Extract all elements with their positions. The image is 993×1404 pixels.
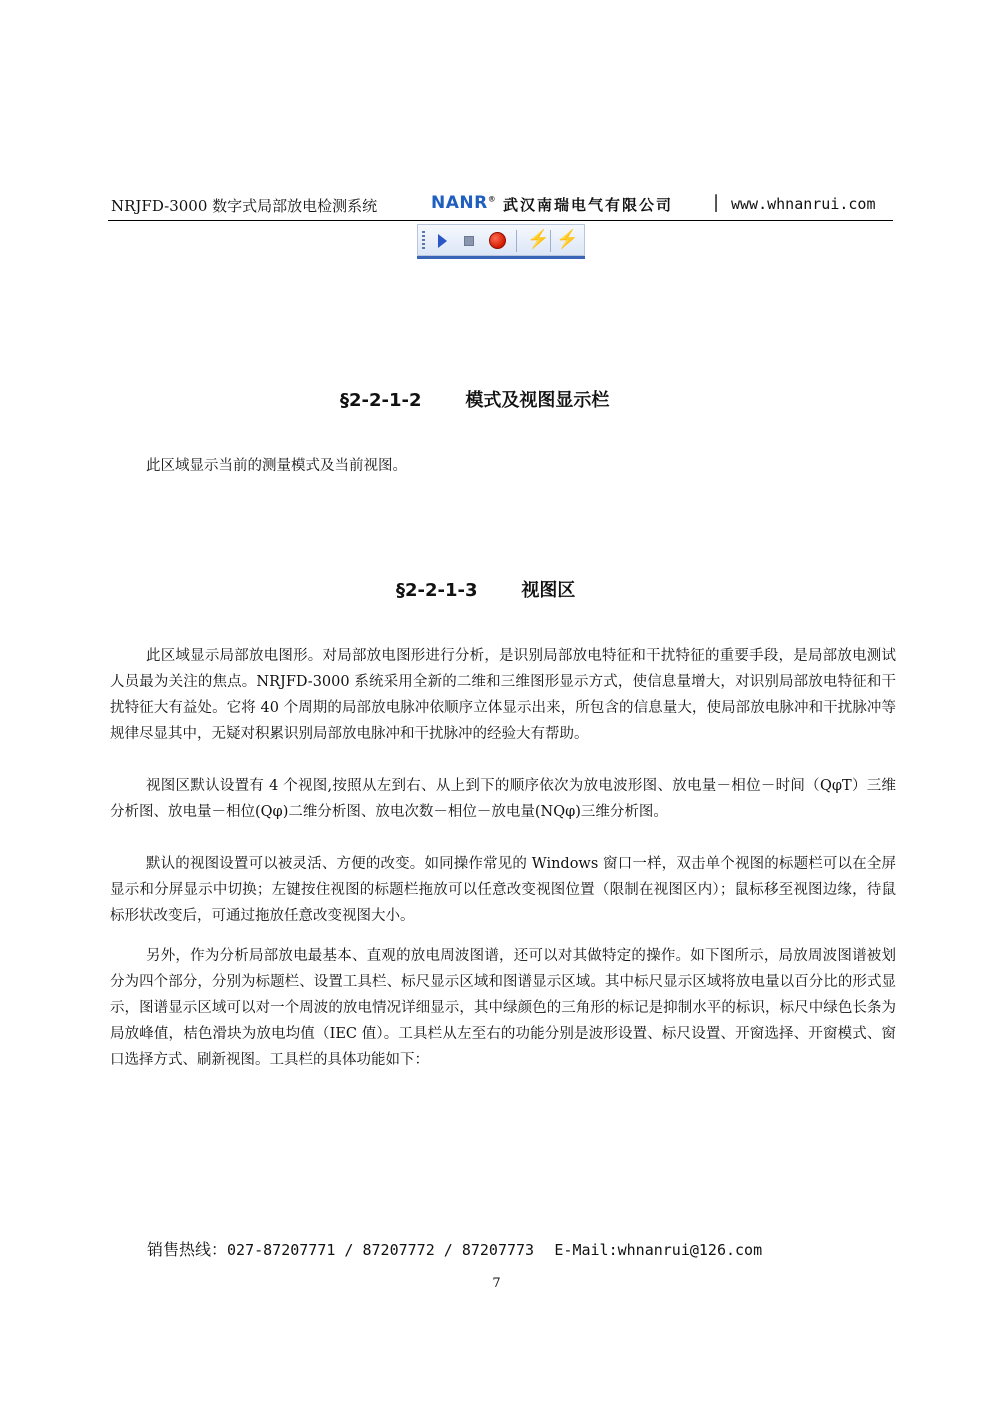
page-header <box>108 193 893 217</box>
website-link: www.whnanrui.com <box>731 195 876 213</box>
lightning-disabled-icon[interactable]: ⚡ <box>556 229 579 250</box>
paragraph: 默认的视图设置可以被灵活、方便的改变。如同操作常见的 Windows 窗口一样，双击单个视图的标题栏可以在全屏显示和分屏显示中切换；左键按住视图的标题栏拖放可以任意改变视图位置（限制在视图区内）；鼠标移至视图边缘，待鼠标形状改变后，可通过拖放任意改变视图大小。 <box>110 856 896 924</box>
acquisition-toolbar <box>417 224 585 256</box>
section-heading-mode-view-bar <box>340 386 609 412</box>
section-title: 模式及视图显示栏 <box>465 390 610 411</box>
page-footer <box>147 1237 762 1260</box>
stop-icon[interactable] <box>464 236 474 246</box>
header-separator: | <box>713 192 720 213</box>
toolbar-underline <box>417 256 585 259</box>
toolbar-divider <box>516 230 517 252</box>
registered-mark: ® <box>487 194 497 204</box>
grip-icon[interactable] <box>422 231 425 249</box>
paragraph: 此区域显示局部放电图形。对局部放电图形进行分析，是识别局部放电特征和干扰特征的重要手段，是局部放电测试人员最为关注的焦点。NRJFD-3000 系统采用全新的二维和三维图形显示方式，使信息量增大，对识别局部放电特征和干扰特征大有益处。它将 40 个周期的局部放电脉冲依顺序立体显示出来，所包含的信息量大，使局部放电脉冲和干扰脉冲等规律尽显其中，无疑对积累识别局部放电脉冲和干扰脉冲的经验大有帮助。 <box>110 648 896 742</box>
header-rule <box>108 220 893 221</box>
section-title: 视图区 <box>521 580 576 601</box>
paragraph: 此区域显示当前的测量模式及当前视图。 <box>146 458 407 474</box>
sales-phone-numbers: 027-87207771 / 87207772 / 87207773 <box>227 1241 535 1259</box>
section-number: §2-2-1-3 <box>396 580 478 601</box>
contact-email: E-Mail:whnanrui@126.com <box>554 1241 763 1259</box>
company-name: 武汉南瑞电气有限公司 <box>503 196 674 214</box>
play-icon[interactable] <box>438 234 447 248</box>
record-icon[interactable] <box>489 232 506 249</box>
toolbar-divider <box>550 230 551 252</box>
sales-hotline-label: 销售热线： <box>147 1240 228 1259</box>
header-system-name: NRJFD-3000 数字式局部放电检测系统 <box>111 197 378 215</box>
lightning-icon[interactable]: ⚡ <box>527 229 550 250</box>
page-number: 7 <box>492 1276 501 1291</box>
paragraph: 另外，作为分析局部放电最基本、直观的放电周波图谱，还可以对其做特定的操作。如下图所示，局放周波图谱被划分为四个部分，分别为标题栏、设置工具栏、标尺显示区域和图谱显示区域。其中标尺显示区域将放电量以百分比的形式显示，图谱显示区域可以对一个周波的放电情况详细显示，其中绿颜色的三角形的标记是抑制水平的标识，标尺中绿色长条为局放峰值，桔色滑块为放电均值（IEC 值）。工具栏从左至右的功能分别是波形设置、标尺设置、开窗选择、开窗模式、窗口选择方式、刷新视图。工具栏的具体功能如下： <box>110 948 896 1068</box>
section-number: §2-2-1-2 <box>340 390 422 411</box>
brand-logo <box>431 193 496 213</box>
section-heading-view-area <box>396 576 575 602</box>
brand-name: NANR <box>431 193 488 213</box>
paragraph: 视图区默认设置有 4 个视图,按照从左到右、从上到下的顺序依次为放电波形图、放电量－相位－时间（QφT）三维分析图、放电量－相位(Qφ)二维分析图、放电次数－相位－放电量(NQφ)三维分析图。 <box>110 778 896 820</box>
